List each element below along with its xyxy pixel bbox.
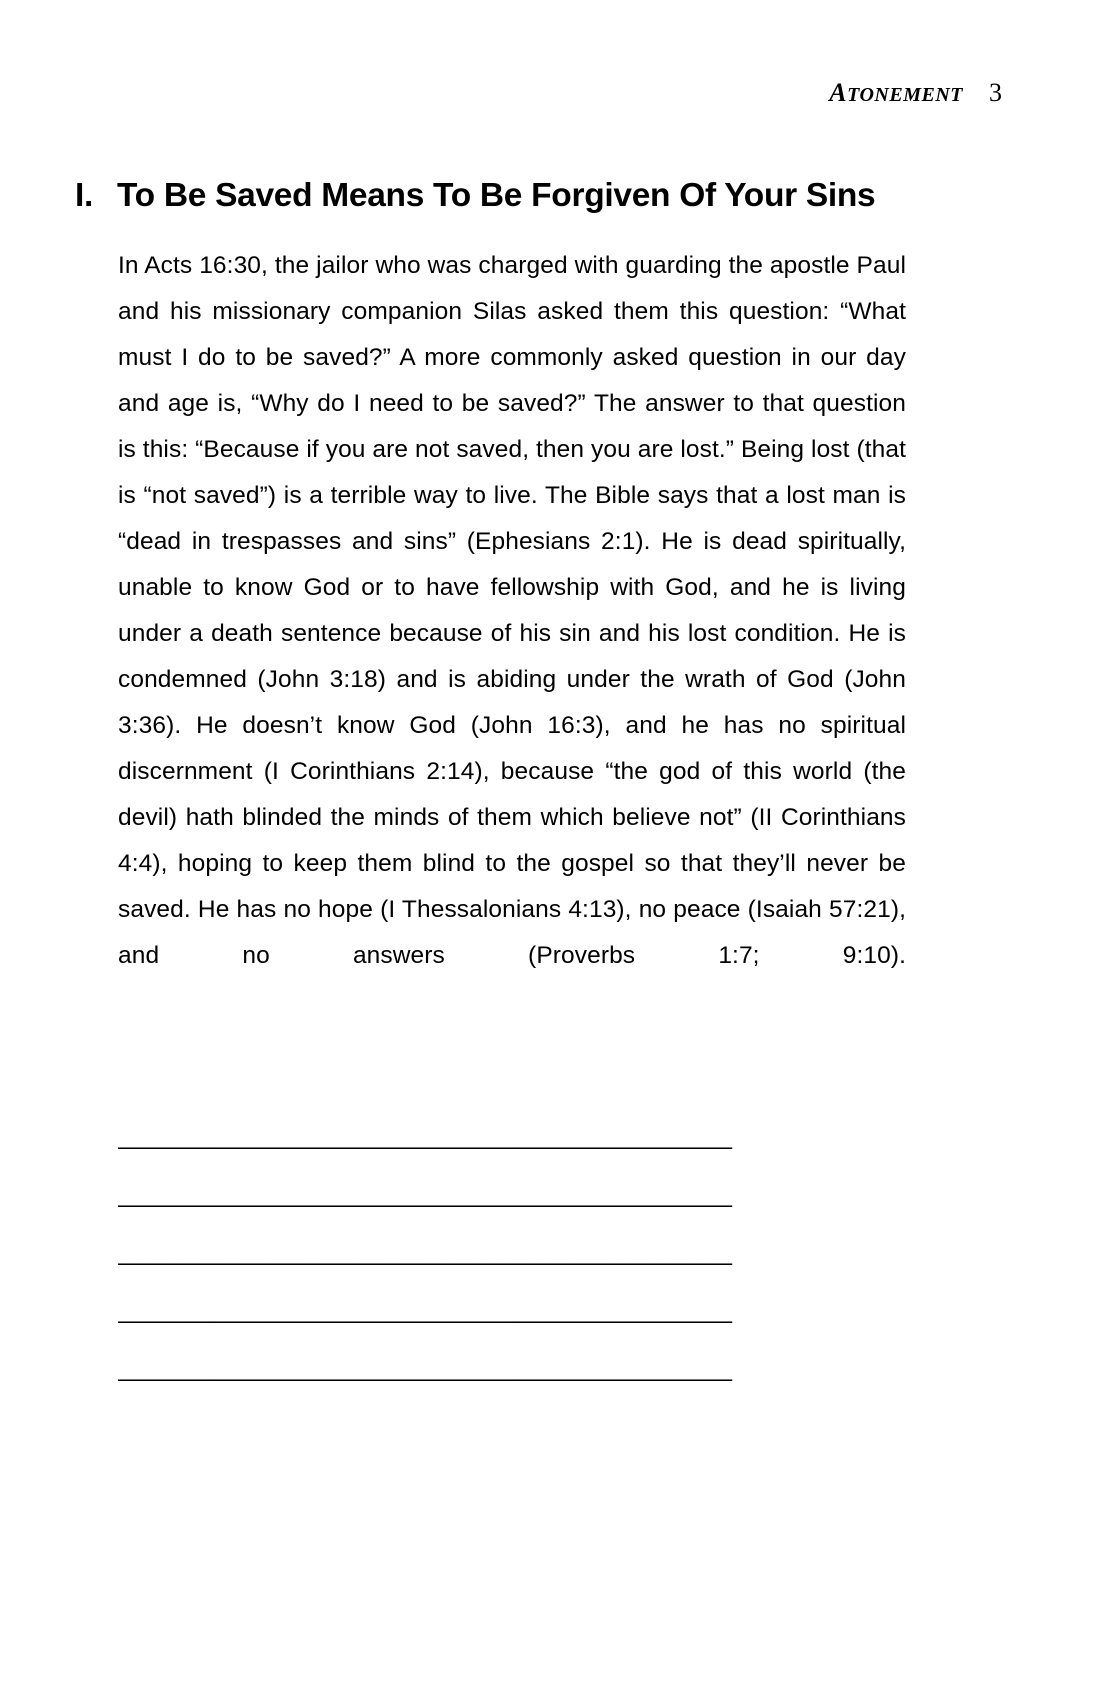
page-number: 3 bbox=[989, 78, 1002, 107]
body-paragraph: In Acts 16:30, the jailor who was charged with guarding the apostle Paul and his missionary companion Silas asked them this question: “What must I do to be saved?” A more commonly asked question in our day and age is, “Why do I need to be saved?” The answer to that question is this: “Because if you are not saved, then you are lost.” Being lost (that is “not saved”) is a terrible way to live. The Bible says that a lost man is “dead in trespasses and sins” (Ephesians 2:1). He is dead spiritually, unable to know God or to have fellowship with God, and he is living under a death sentence because of his sin and his lost condition. He is condemned (John 3:18) and is abiding under the wrath of God (John 3:36). He doesn’t know God (John 16:3), and he has no spiritual discernment (I Corinthians 2:14), because “the god of this world (the devil) hath blinded the minds of them which believe not” (II Corinthians 4:4), hoping to keep them blind to the gospel so that they’ll never be saved. He has no hope (I Thessalonians 4:13), no peace (Isaiah 57:21), and no answers (Proverbs 1:7; 9:10). bbox=[118, 251, 906, 969]
note-line[interactable]: ______________________________________________ bbox=[118, 1181, 732, 1208]
running-header bbox=[829, 78, 1002, 108]
section-numeral: I. bbox=[75, 177, 94, 215]
note-line[interactable]: ______________________________________________ bbox=[118, 1297, 732, 1324]
section-title: To Be Saved Means To Be Forgiven Of Your Sins bbox=[117, 177, 876, 215]
section-heading bbox=[75, 177, 1025, 215]
note-line[interactable]: ______________________________________________ bbox=[118, 1239, 732, 1266]
note-line[interactable]: ______________________________________________ bbox=[118, 1355, 732, 1382]
book-title-rest: TONEMENT bbox=[847, 84, 963, 106]
note-lines bbox=[118, 1108, 908, 1398]
book-title bbox=[829, 78, 963, 108]
note-line[interactable]: ______________________________________________ bbox=[118, 1123, 732, 1150]
book-title-initial: A bbox=[829, 78, 848, 107]
